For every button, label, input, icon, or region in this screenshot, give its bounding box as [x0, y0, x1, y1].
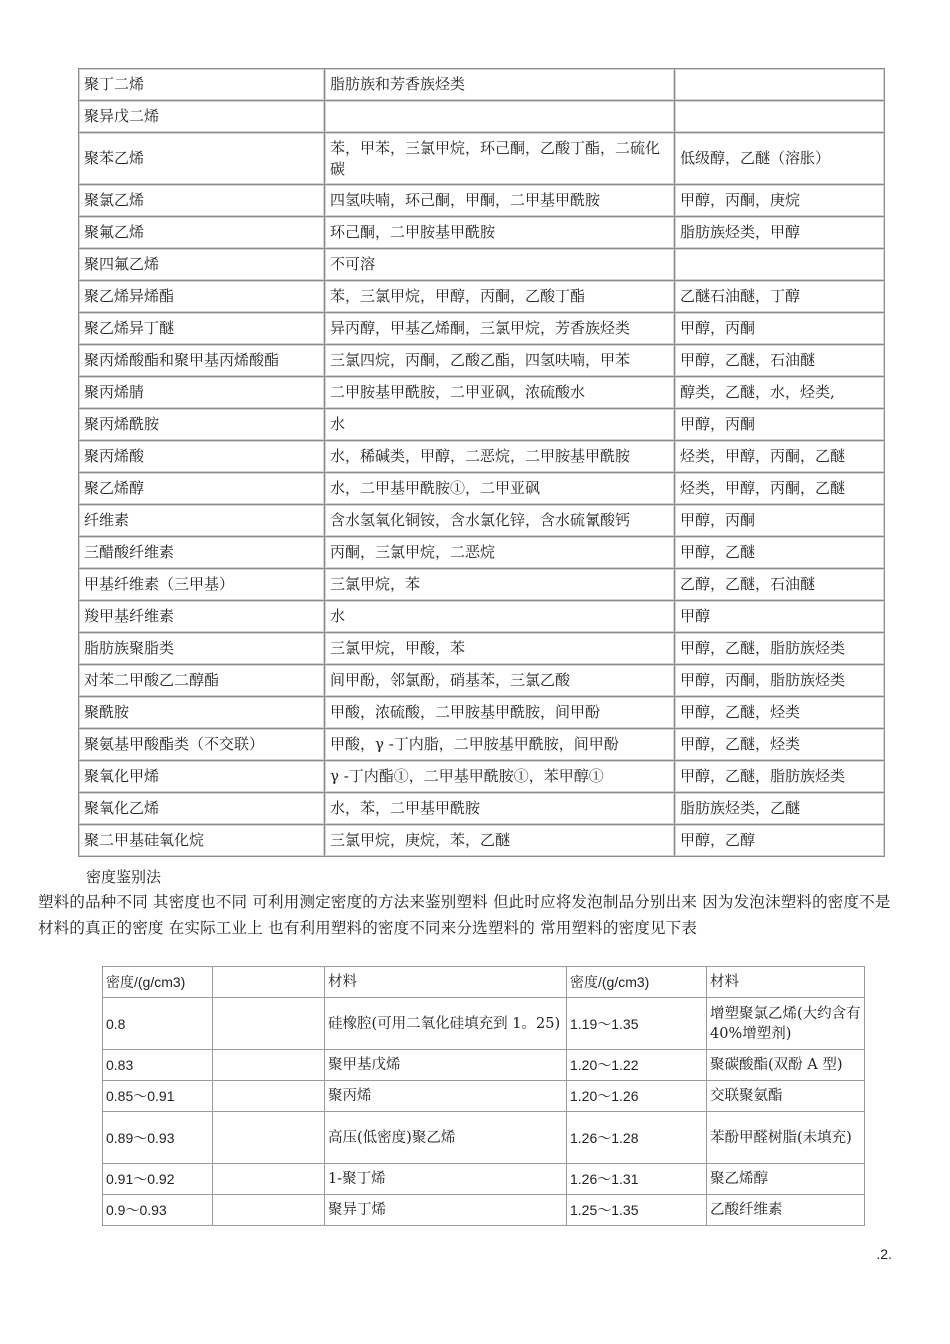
solvent-cell: 不可溶	[325, 249, 675, 281]
table-row	[79, 665, 885, 697]
blank-cell	[213, 1112, 325, 1164]
solvent-cell: 甲酸，γ -丁内脂，二甲胺基甲酰胺，间甲酚	[325, 729, 675, 761]
blank-cell	[213, 1081, 325, 1112]
polymer-cell: 聚氯乙烯	[79, 185, 325, 217]
nonsolvent-cell: 醇类，乙醚，水，烃类,	[675, 377, 885, 409]
header-cell: 材料	[707, 967, 865, 998]
polymer-cell: 聚氨基甲酸酯类（不交联）	[79, 729, 325, 761]
polymer-cell: 聚二甲基硅氧化烷	[79, 825, 325, 857]
nonsolvent-cell: 甲醇	[675, 601, 885, 633]
density-cell: 0.9～0.93	[103, 1195, 213, 1226]
density-cell: 0.85～0.91	[103, 1081, 213, 1112]
table-row	[79, 569, 885, 601]
nonsolvent-cell: 脂肪族烃类，甲醇	[675, 217, 885, 249]
blank-cell	[213, 1164, 325, 1195]
solvent-cell	[325, 101, 675, 133]
nonsolvent-cell: 甲醇，丙酮	[675, 409, 885, 441]
blank-cell	[213, 998, 325, 1050]
density-cell: 1.26～1.28	[567, 1112, 707, 1164]
density-cell: 0.91～0.92	[103, 1164, 213, 1195]
solvent-cell: 水，稀碱类，甲醇，二恶烷，二甲胺基甲酰胺	[325, 441, 675, 473]
blank-cell	[213, 1195, 325, 1226]
polymer-cell: 聚乙烯醇	[79, 473, 325, 505]
solvent-cell: 水，苯，二甲基甲酰胺	[325, 793, 675, 825]
polymer-cell: 聚乙烯异丁醚	[79, 313, 325, 345]
table-row	[79, 345, 885, 377]
table-row	[79, 825, 885, 857]
nonsolvent-cell: 甲醇，乙醇	[675, 825, 885, 857]
solvent-cell: 甲酸，浓硫酸，二甲胺基甲酰胺，间甲酚	[325, 697, 675, 729]
table-row	[103, 1195, 865, 1226]
material-cell: 苯酚甲醛树脂(未填充)	[707, 1112, 865, 1164]
table-row	[103, 998, 865, 1050]
table-row	[79, 377, 885, 409]
material-cell: 交联聚氨酯	[707, 1081, 865, 1112]
solvent-cell: 水	[325, 601, 675, 633]
density-cell: 0.83	[103, 1050, 213, 1081]
material-cell: 聚异丁烯	[325, 1195, 567, 1226]
table-row	[79, 633, 885, 665]
header-cell: 密度/(g/cm3)	[103, 967, 213, 998]
table-row	[79, 281, 885, 313]
polymer-cell: 聚苯乙烯	[79, 133, 325, 185]
solvent-cell: 三氯四烷，丙酮，乙酸乙酯，四氢呋喃，甲苯	[325, 345, 675, 377]
solvent-cell: 三氯甲烷，苯	[325, 569, 675, 601]
table-row	[79, 473, 885, 505]
polymer-cell: 聚丙烯酸酯和聚甲基丙烯酸酯	[79, 345, 325, 377]
blank-cell	[213, 1050, 325, 1081]
polymer-cell: 聚乙烯异烯酯	[79, 281, 325, 313]
table-row	[103, 1112, 865, 1164]
polymer-cell: 聚异戊二烯	[79, 101, 325, 133]
polymer-cell: 纤维素	[79, 505, 325, 537]
nonsolvent-cell: 甲醇，丙酮，脂肪族烃类	[675, 665, 885, 697]
material-cell: 聚甲基戊烯	[325, 1050, 567, 1081]
solvent-cell: 含水氢氧化铜铵，含水氯化锌，含水硫氰酸钙	[325, 505, 675, 537]
nonsolvent-cell	[675, 249, 885, 281]
page-number: .2.	[876, 1246, 892, 1262]
table-row	[79, 101, 885, 133]
solvent-cell: 水，二甲基甲酰胺①，二甲亚砜	[325, 473, 675, 505]
nonsolvent-cell: 乙醇，乙醚，石油醚	[675, 569, 885, 601]
density-table	[102, 966, 865, 1226]
header-cell: 材料	[325, 967, 567, 998]
table-row	[79, 537, 885, 569]
solvent-cell: 三氯甲烷，庚烷，苯，乙醚	[325, 825, 675, 857]
table-header-row	[103, 967, 865, 998]
nonsolvent-cell: 甲醇，丙酮，庚烷	[675, 185, 885, 217]
density-cell: 1.25～1.35	[567, 1195, 707, 1226]
table-row	[79, 601, 885, 633]
solvent-cell: 苯，三氯甲烷，甲醇，丙酮，乙酸丁酯	[325, 281, 675, 313]
material-cell: 1-聚丁烯	[325, 1164, 567, 1195]
table-row	[79, 217, 885, 249]
material-cell: 乙酸纤维素	[707, 1195, 865, 1226]
table-row	[79, 441, 885, 473]
nonsolvent-cell: 脂肪族烃类，乙醚	[675, 793, 885, 825]
table-row	[79, 185, 885, 217]
solvent-cell: γ -丁内酯①，二甲基甲酰胺①，苯甲醇①	[325, 761, 675, 793]
nonsolvent-cell: 甲醇，乙醚，烃类	[675, 697, 885, 729]
solvent-cell: 四氢呋喃，环己酮，甲酮，二甲基甲酰胺	[325, 185, 675, 217]
density-cell: 1.26～1.31	[567, 1164, 707, 1195]
table-row	[79, 249, 885, 281]
table-row	[103, 1164, 865, 1195]
polymer-cell: 聚丙烯腈	[79, 377, 325, 409]
section-heading: 密度鉴别法	[86, 868, 162, 886]
solubility-table	[78, 68, 885, 857]
solvent-cell: 脂肪族和芳香族烃类	[325, 69, 675, 101]
density-cell: 1.20～1.26	[567, 1081, 707, 1112]
solvent-cell: 异丙醇，甲基乙烯酮，三氯甲烷，芳香族烃类	[325, 313, 675, 345]
density-cell: 0.8	[103, 998, 213, 1050]
table-row	[103, 1050, 865, 1081]
polymer-cell: 脂肪族聚脂类	[79, 633, 325, 665]
nonsolvent-cell: 甲醇，乙醚，脂肪族烃类	[675, 761, 885, 793]
solvent-cell: 丙酮，三氯甲烷，二恶烷	[325, 537, 675, 569]
table-row	[79, 793, 885, 825]
density-cell: 1.20～1.22	[567, 1050, 707, 1081]
polymer-cell: 聚酰胺	[79, 697, 325, 729]
table-row	[79, 313, 885, 345]
polymer-cell: 聚氟乙烯	[79, 217, 325, 249]
material-cell: 聚乙烯醇	[707, 1164, 865, 1195]
nonsolvent-cell	[675, 69, 885, 101]
material-cell: 增塑聚氯乙烯(大约含有 40%增塑剂)	[707, 998, 865, 1050]
nonsolvent-cell: 甲醇，丙酮	[675, 313, 885, 345]
table-row	[79, 505, 885, 537]
polymer-cell: 聚氧化甲烯	[79, 761, 325, 793]
nonsolvent-cell: 甲醇，乙醚，石油醚	[675, 345, 885, 377]
polymer-cell: 聚丙烯酸	[79, 441, 325, 473]
density-cell: 0.89～0.93	[103, 1112, 213, 1164]
header-cell: 密度/(g/cm3)	[567, 967, 707, 998]
header-cell	[213, 967, 325, 998]
table-row	[79, 69, 885, 101]
table-row	[79, 697, 885, 729]
nonsolvent-cell: 烃类，甲醇，丙酮，乙醚	[675, 473, 885, 505]
nonsolvent-cell	[675, 101, 885, 133]
nonsolvent-cell: 甲醇，丙酮	[675, 505, 885, 537]
solvent-cell: 二甲胺基甲酰胺，二甲亚砜，浓硫酸水	[325, 377, 675, 409]
polymer-cell: 聚丁二烯	[79, 69, 325, 101]
table-row	[103, 1081, 865, 1112]
table-row	[79, 761, 885, 793]
table-row	[79, 729, 885, 761]
nonsolvent-cell: 甲醇，乙醚，脂肪族烃类	[675, 633, 885, 665]
table-row	[79, 133, 885, 185]
polymer-cell: 聚氧化乙烯	[79, 793, 325, 825]
solvent-cell: 三氯甲烷，甲酸，苯	[325, 633, 675, 665]
solvent-cell: 水	[325, 409, 675, 441]
solvent-cell: 间甲酚，邻氯酚，硝基苯，三氯乙酸	[325, 665, 675, 697]
nonsolvent-cell: 甲醇，乙醚，烃类	[675, 729, 885, 761]
polymer-cell: 甲基纤维素（三甲基）	[79, 569, 325, 601]
nonsolvent-cell: 烃类，甲醇，丙酮，乙醚	[675, 441, 885, 473]
polymer-cell: 聚丙烯酰胺	[79, 409, 325, 441]
material-cell: 高压(低密度)聚乙烯	[325, 1112, 567, 1164]
polymer-cell: 聚四氟乙烯	[79, 249, 325, 281]
material-cell: 聚丙烯	[325, 1081, 567, 1112]
nonsolvent-cell: 甲醇，乙醚	[675, 537, 885, 569]
section-paragraph: 塑料的品种不同 其密度也不同 可利用测定密度的方法来鉴别塑料 但此时应将发泡制品分别出来 因为发泡沫塑料的密度不是材料的真正的密度 在实际工业上 也有利用塑料的密度不同来分选塑料的 常用塑料的密度见下表	[38, 893, 891, 937]
material-cell: 硅橡腔(可用二氧化硅填充到 1。25)	[325, 998, 567, 1050]
density-cell: 1.19～1.35	[567, 998, 707, 1050]
solvent-cell: 苯，甲苯，三氯甲烷，环己酮，乙酸丁酯，二硫化碳	[325, 133, 675, 185]
table-row	[79, 409, 885, 441]
nonsolvent-cell: 乙醚石油醚，丁醇	[675, 281, 885, 313]
polymer-cell: 羧甲基纤维素	[79, 601, 325, 633]
nonsolvent-cell: 低级醇，乙醚（溶胀）	[675, 133, 885, 185]
material-cell: 聚碳酸酯(双酚 A 型)	[707, 1050, 865, 1081]
solvent-cell: 环己酮，二甲胺基甲酰胺	[325, 217, 675, 249]
polymer-cell: 三醋酸纤维素	[79, 537, 325, 569]
polymer-cell: 对苯二甲酸乙二醇酯	[79, 665, 325, 697]
